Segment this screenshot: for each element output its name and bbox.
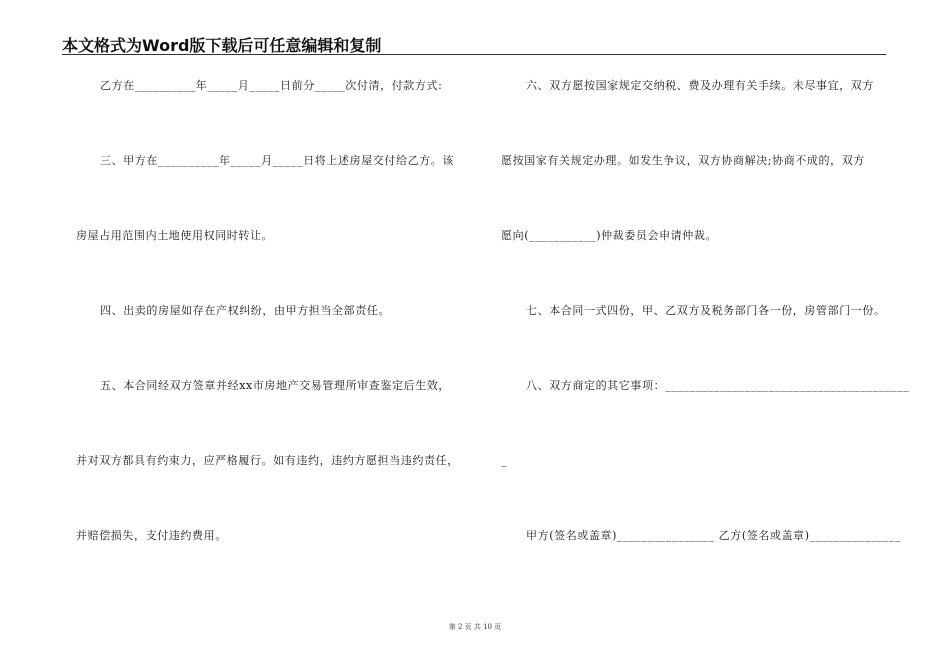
right-line-clause-6-end: 愿向(___________)仲裁委员会申请仲裁。 — [501, 229, 718, 242]
right-line-clause-6-cont: 愿按国家有关规定办理。如发生争议，双方协商解决;协商不成的，双方 — [501, 154, 865, 167]
page-number: 第 2 页 共 10 页 — [448, 623, 502, 631]
left-line-payment: 乙方在__________年_____月_____日前分_____次付清，付款方式: — [100, 79, 443, 92]
right-line-signatures: 甲方(签名或盖章)________________ 乙方(签名或盖章)_______________ — [526, 529, 902, 542]
left-line-clause-5: 五、本合同经双方签章并经xx市房地产交易管理所审查鉴定后生效， — [100, 379, 451, 392]
header-title: 本文格式为Word版下载后可任意编辑和复制 — [62, 36, 382, 55]
left-line-clause-4: 四、出卖的房屋如存在产权纠纷，由甲方担当全部责任。 — [100, 304, 390, 317]
right-line-clause-7: 七、本合同一式四份，甲、乙双方及税务部门各一份，房管部门一份。 — [526, 304, 886, 317]
right-line-clause-6: 六、双方愿按国家规定交纳税、费及办理有关手续。未尽事宜，双方 — [526, 79, 874, 92]
page-header — [62, 32, 886, 55]
left-line-clause-5-end: 并赔偿损失，支付违约费用。 — [76, 529, 227, 542]
left-line-clause-3: 三、甲方在__________年_____月_____日将上述房屋交付给乙方。该 — [100, 154, 454, 167]
right-line-clause-8-blank: _ — [501, 454, 508, 467]
left-line-clause-5-cont: 并对双方都具有约束力，应严格履行。如有违约，违约方愿担当违约责任， — [76, 454, 459, 467]
right-line-clause-8: 八、双方商定的其它事项：________________________________________ — [526, 379, 910, 392]
left-line-clause-3-cont: 房屋占用范围内土地使用权同时转让。 — [76, 229, 274, 242]
